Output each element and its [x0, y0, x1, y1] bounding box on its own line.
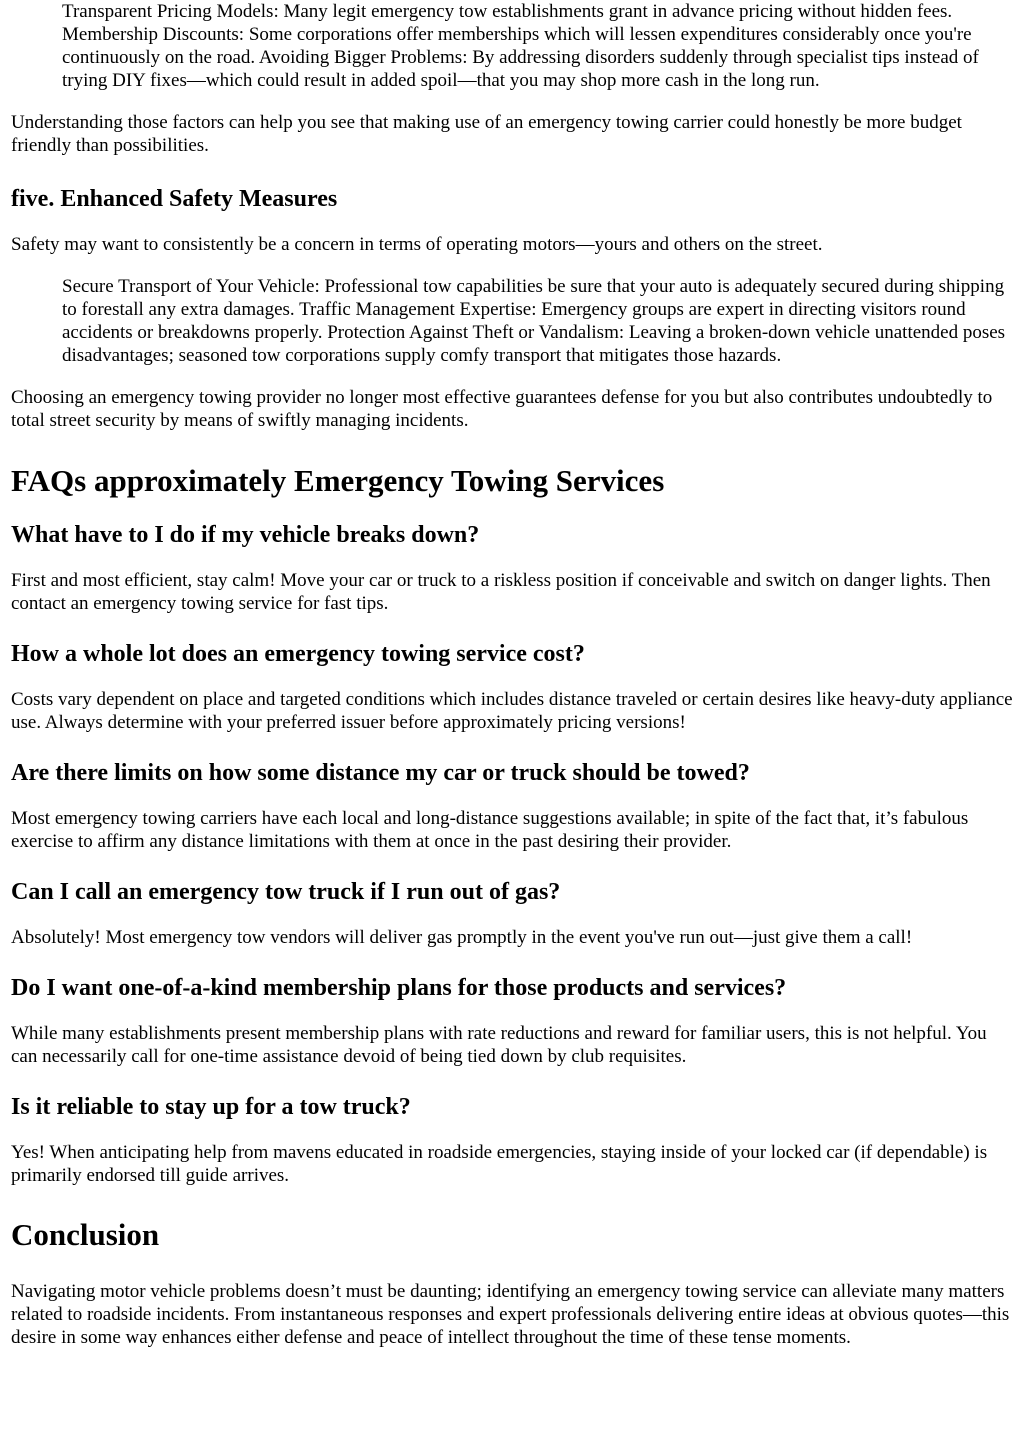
faq-answer: While many establishments present membership plans with rate reductions and reward for familiar users, this is not helpful. You can necessarily call for one-time assistance devoid of being tied down by club requisites. — [11, 1023, 987, 1067]
faq-answer: First and most efficient, stay calm! Move your car or truck to a riskless position if conceivable and switch on danger lights. Then contact an emergency towing service for fast tips. — [11, 570, 991, 614]
faq-item — [11, 878, 1014, 949]
faq-answer: Absolutely! Most emergency tow vendors will deliver gas promptly in the event you've run out—just give them a call! — [11, 927, 913, 948]
conclusion-heading: Conclusion — [11, 1217, 160, 1252]
faq-question: Can I call an emergency tow truck if I run out of gas? — [11, 879, 561, 905]
faq-question: Do I want one-of-a-kind membership plans for those products and services? — [11, 975, 787, 1001]
faq-answer: Yes! When anticipating help from mavens educated in roadside emergencies, staying inside of your locked car (if dependable) is primarily endorsed till guide arrives. — [11, 1142, 988, 1186]
faq-question: Are there limits on how some distance my car or truck should be towed? — [11, 760, 750, 786]
conclusion-paragraph: Navigating motor vehicle problems doesn’t must be daunting; identifying an emergency towing service can alleviate many matters related to roadside incidents. From instantaneous responses and expert professionals delivering entire ideas at obvious quotes—this desire in some way enhances either defense and peace of intellect throughout the time of these tense moments. — [11, 1281, 1010, 1348]
faq-item — [11, 1093, 1014, 1187]
faq-item — [11, 640, 1014, 734]
faq-heading: FAQs approximately Emergency Towing Services — [11, 463, 665, 498]
safety-summary-paragraph: Choosing an emergency towing provider no longer most effective guarantees defense for you but also contributes undoubtedly to total street security by means of swiftly managing incidents. — [11, 387, 993, 431]
faq-question: How a whole lot does an emergency towing service cost? — [11, 641, 585, 667]
faq-question: What have to I do if my vehicle breaks down? — [11, 522, 480, 548]
faq-answer: Costs vary dependent on place and targeted conditions which includes distance traveled or certain desires like heavy-duty appliance use. Always determine with your preferred issuer before approximately pricing versions! — [11, 689, 1013, 733]
safety-heading: five. Enhanced Safety Measures — [11, 186, 338, 212]
faq-question: Is it reliable to stay up for a tow truck? — [11, 1094, 411, 1120]
safety-list-text: Secure Transport of Your Vehicle: Professional tow capabilities be sure that your auto is adequately secured during shipping to forestall any extra damages. Traffic Management Expertise: Emergency groups are expert in directing visitors round accidents or breakdowns properly. Protection Against Theft or Vandalism: Leaving a broken-down vehicle unattended poses disadvantages; seasoned tow corporations supply comfy transport that mitigates those hazards. — [62, 276, 1006, 366]
pricing-list-text: Transparent Pricing Models: Many legit emergency tow establishments grant in advance pricing without hidden fees. Membership Discounts: Some corporations offer memberships which will lessen expenditures considerably once you're continuously on the road. Avoiding Bigger Problems: By addressing disorders suddenly through specialist tips instead of trying DIY fixes—which could result in added spoil—that you may shop more cash in the long run. — [62, 1, 979, 91]
pricing-summary-paragraph: Understanding those factors can help you see that making use of an emergency towing carrier could honestly be more budget friendly than possibilities. — [11, 112, 962, 156]
faq-item — [11, 974, 1014, 1068]
faq-item — [11, 759, 1014, 853]
faq-answer: Most emergency towing carriers have each local and long-distance suggestions available; in spite of the fact that, it’s fabulous exercise to affirm any distance limitations with them at once in the past desiring their provider. — [11, 808, 969, 852]
safety-intro-paragraph: Safety may want to consistently be a concern in terms of operating motors—yours and others on the street. — [11, 234, 823, 255]
faq-item — [11, 521, 1014, 615]
